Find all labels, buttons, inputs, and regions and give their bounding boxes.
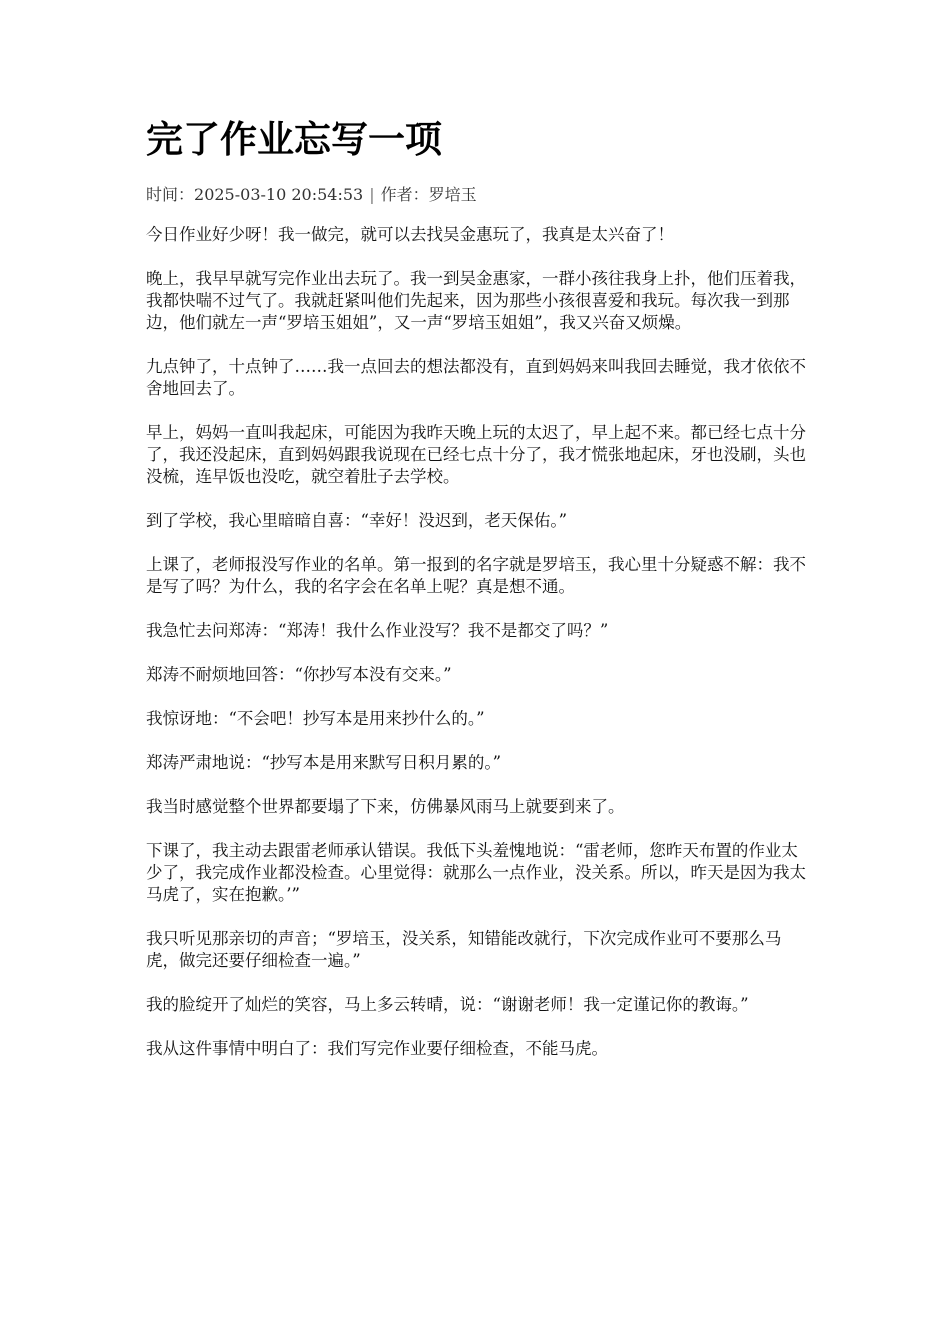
author-label: 作者： xyxy=(380,185,429,204)
article-title: 完了作业忘写一项 xyxy=(146,118,442,161)
author-value: 罗培玉 xyxy=(428,185,477,204)
paragraph: 下课了，我主动去跟雷老师承认错误。我低下头羞愧地说：“雷老师，您昨天布置的作业太少了，我完成作业都没检查。心里觉得：就那么一点作业，没关系。所以，昨天是因为我太马虎了，实在抱歉。’” xyxy=(146,841,806,904)
paragraph: 郑涛严肃地说：“抄写本是用来默写日积月累的。” xyxy=(146,753,502,772)
paragraph: 晚上，我早早就写完作业出去玩了。我一到吴金惠家，一群小孩往我身上扑，他们压着我，我都快喘不过气了。我就赶紧叫他们先起来，因为那些小孩很喜爱和我玩。每次我一到那边，他们就左一声“罗培玉姐姐”，又一声“罗培玉姐姐”，我又兴奋又烦燥。 xyxy=(146,269,806,332)
paragraph: 我的脸绽开了灿烂的笑容，马上多云转晴，说：“谢谢老师！我一定谨记你的教诲。” xyxy=(146,995,749,1014)
article-meta xyxy=(146,184,810,206)
time-label: 时间： xyxy=(146,185,195,204)
paragraph: 九点钟了，十点钟了……我一点回去的想法都没有，直到妈妈来叫我回去睡觉，我才依依不舍地回去了。 xyxy=(146,357,806,398)
paragraph: 我只听见那亲切的声音；“罗培玉，没关系，知错能改就行，下次完成作业可不要那么马虎，做完还要仔细检查一遍。” xyxy=(146,929,782,970)
paragraph: 郑涛不耐烦地回答：“你抄写本没有交来。” xyxy=(146,665,452,684)
article-body xyxy=(146,224,810,1060)
paragraph: 到了学校，我心里暗暗自喜：“幸好！没迟到，老天保佑。” xyxy=(146,511,568,530)
paragraph: 我惊讶地：“不会吧！抄写本是用来抄什么的。” xyxy=(146,709,485,728)
paragraph: 今日作业好少呀！我一做完，就可以去找吴金惠玩了，我真是太兴奋了！ xyxy=(146,225,674,244)
meta-separator: | xyxy=(369,185,375,204)
article xyxy=(146,110,810,1082)
paragraph: 上课了，老师报没写作业的名单。第一报到的名字就是罗培玉，我心里十分疑惑不解：我不是写了吗？为什么，我的名字会在名单上呢？真是想不通。 xyxy=(146,555,806,596)
paragraph: 我急忙去问郑涛：“郑涛！我什么作业没写？我不是都交了吗？” xyxy=(146,621,609,640)
paragraph: 我从这件事情中明白了：我们写完作业要仔细检查，不能马虎。 xyxy=(146,1039,608,1058)
paragraph: 我当时感觉整个世界都要塌了下来，仿佛暴风雨马上就要到来了。 xyxy=(146,797,625,816)
time-value: 2025-03-10 20:54:53 xyxy=(194,185,364,204)
paragraph: 早上，妈妈一直叫我起床，可能因为我昨天晚上玩的太迟了，早上起不来。都已经七点十分了，我还没起床，直到妈妈跟我说现在已经七点十分了，我才慌张地起床，牙也没刷，头也没梳，连早饭也没吃，就空着肚子去学校。 xyxy=(146,423,806,486)
